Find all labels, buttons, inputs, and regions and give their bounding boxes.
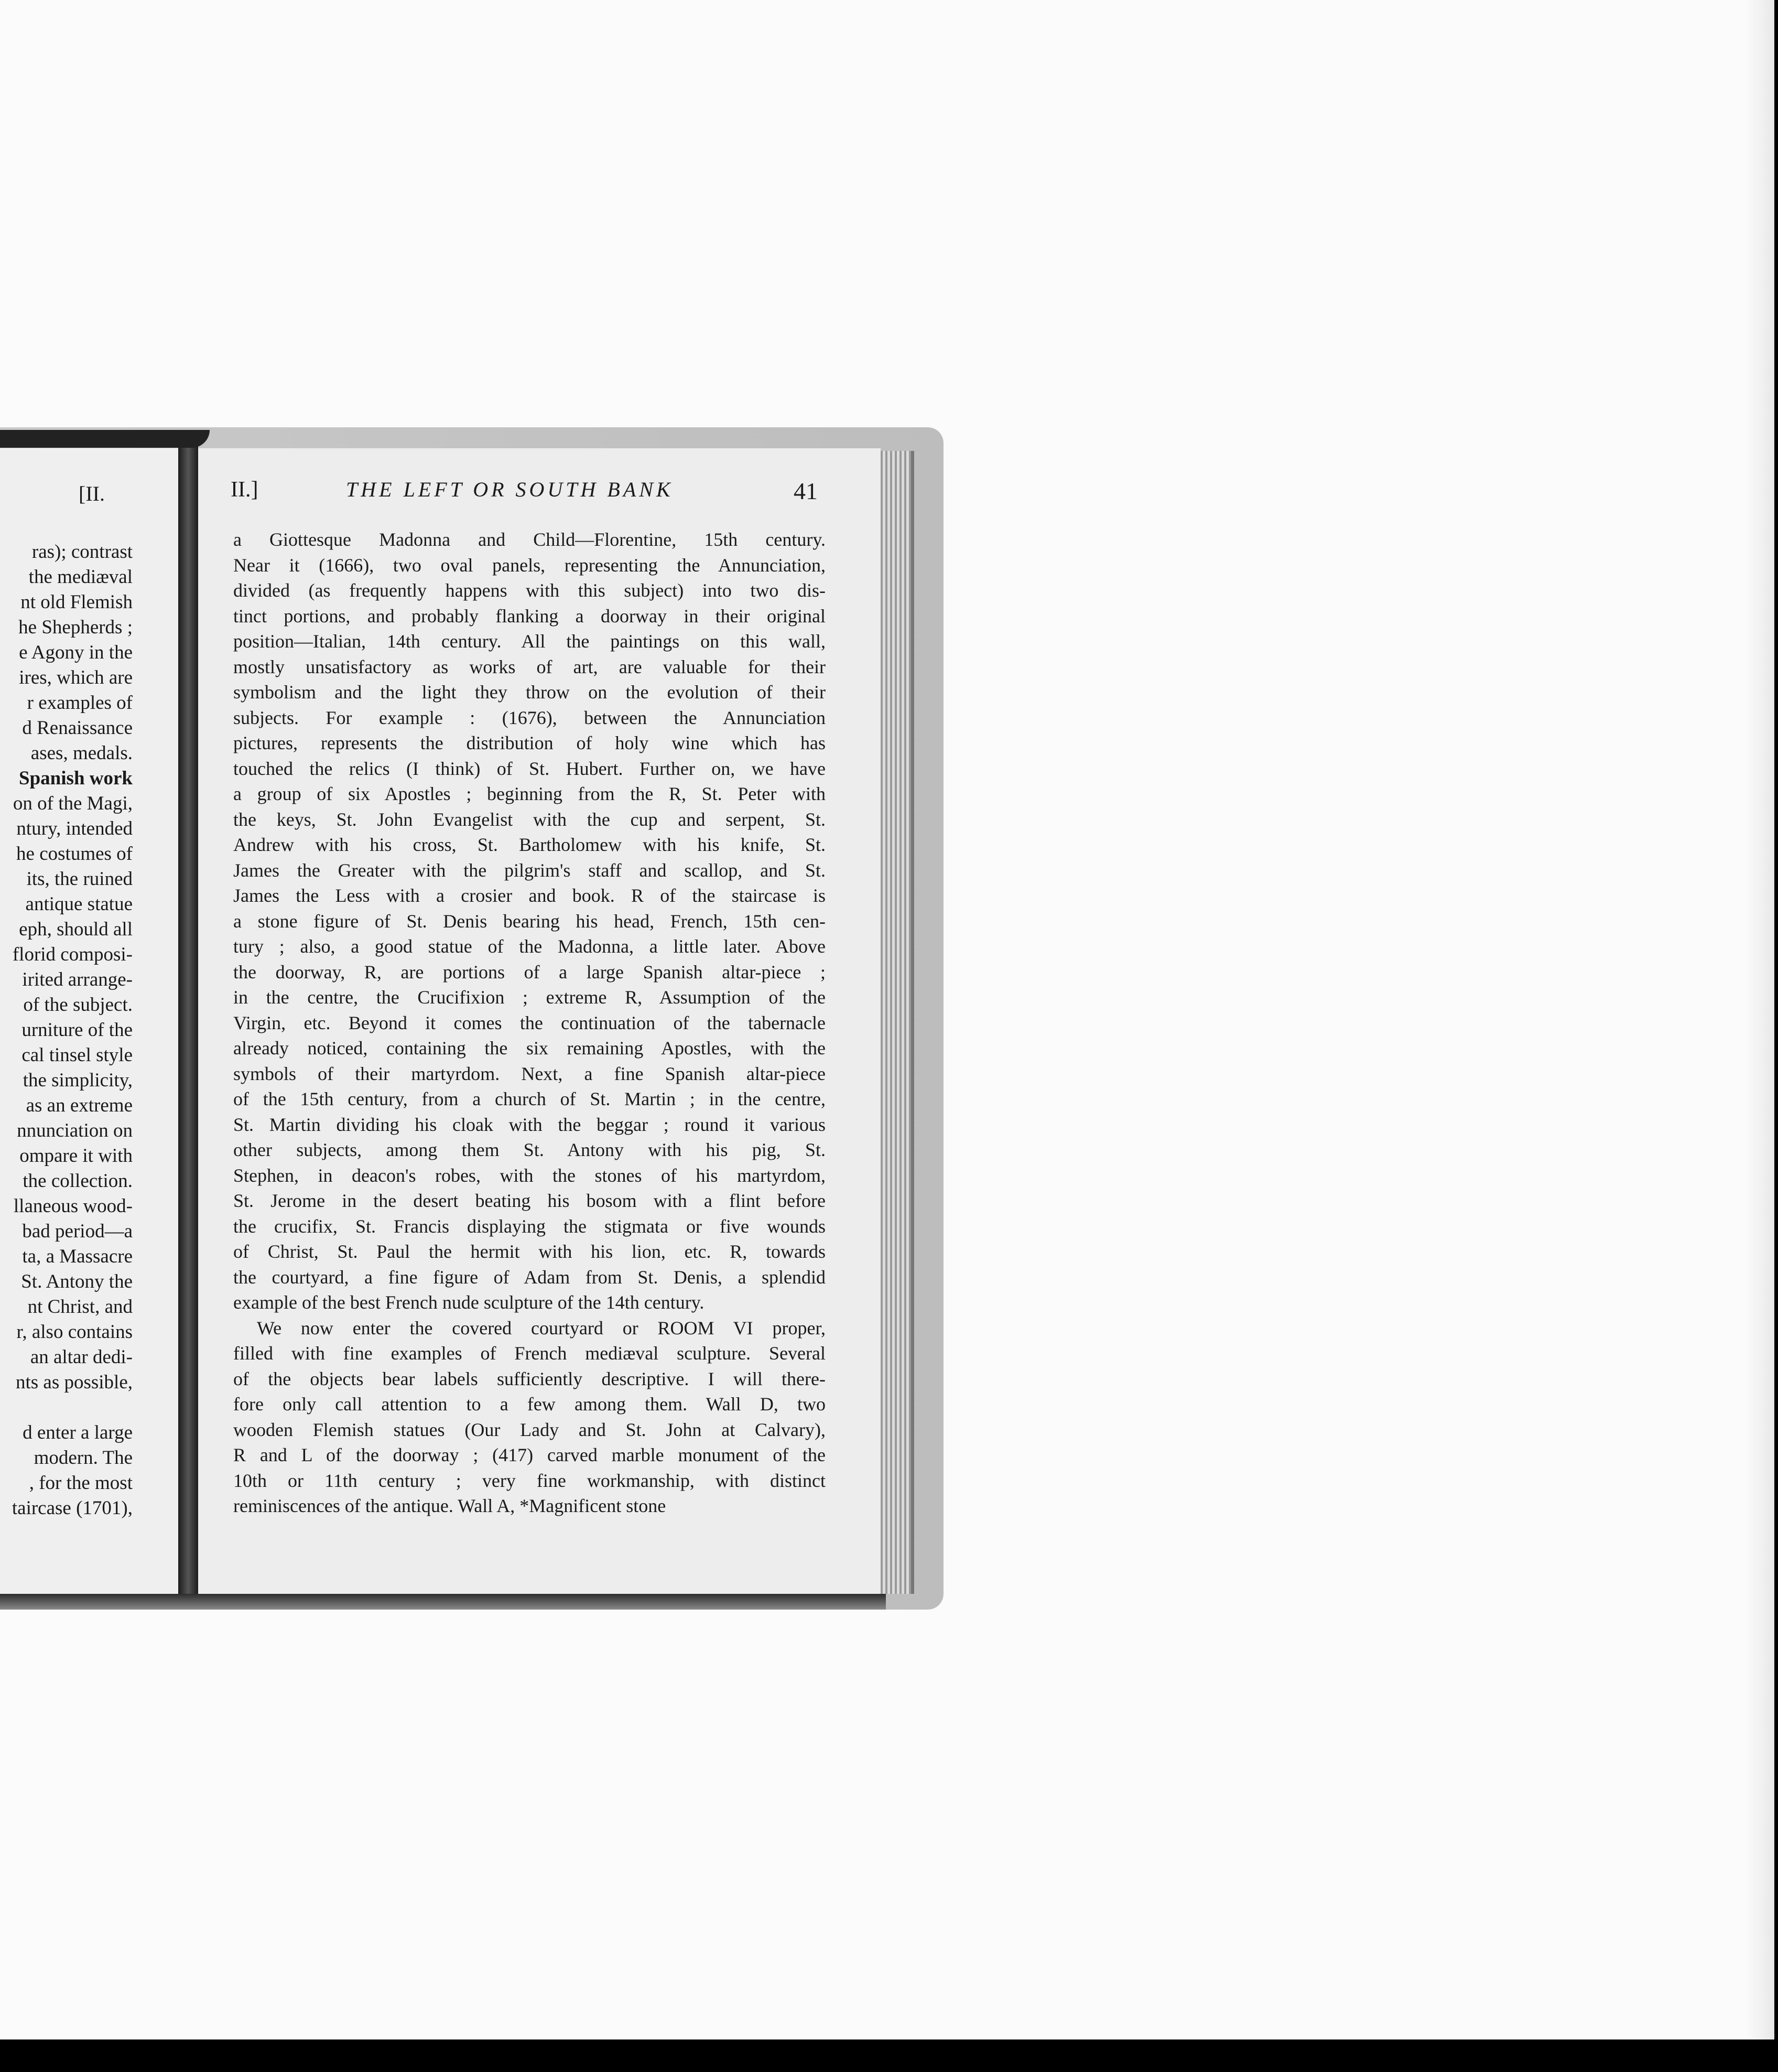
body-line: subjects. For example : (1676), between the Annunciation [233,707,826,728]
body-line: symbols of their martyrdom. Next, a fine Spanish altar-piece [233,1063,826,1084]
left-page-line: Spanish work [19,768,133,789]
body-line: the keys, St. John Evangelist with the cup and serpent, St. [233,808,826,830]
body-line: filled with fine examples of French mediæval sculpture. Several [233,1343,826,1364]
body-line: pictures, represents the distribution of holy wine which has [233,732,826,753]
left-page-line: r, also contains [16,1321,133,1343]
left-page-line: nts as possible, [15,1372,133,1393]
body-line: tury ; also, a good statue of the Madonna, a little later. Above [233,936,826,957]
body-line: Near it (1666), two oval panels, representing the Annunciation, [233,554,826,576]
body-line: example of the best French nude sculpture of the 14th century. [233,1292,704,1313]
body-line: symbolism and the light they throw on the evolution of their [233,682,826,703]
book-gutter [178,443,198,1602]
left-page-line: eph, should all [19,919,133,940]
left-page-line: St. Antony the [21,1271,133,1292]
left-page-line: urniture of the [21,1019,133,1041]
left-page-line: irited arrange- [22,969,133,990]
body-line: St. Martin dividing his cloak with the beggar ; round it various [233,1114,826,1135]
left-page-line: d enter a large [23,1422,133,1443]
bottom-binding [0,1594,886,1610]
page-body-text [233,527,826,1519]
body-line: wooden Flemish statues (Our Lady and St. John at Calvary), [233,1419,826,1440]
left-page-line: antique statue [25,893,133,915]
body-line: touched the relics (I think) of St. Hubert. Further on, we have [233,758,826,779]
body-line: reminiscences of the antique. Wall A, *Magnificent stone [233,1495,666,1516]
left-page-header: [II. [79,482,105,505]
page-number: 41 [794,478,818,504]
left-page-line: ompare it with [19,1145,133,1167]
left-page-line: the mediæval [28,566,133,588]
body-line: a Giottesque Madonna and Child—Florentine, 15th century. [233,529,826,550]
left-page-line: r examples of [27,692,133,714]
left-page-line: an altar dedi- [30,1346,133,1368]
chapter-number: II.] [231,478,258,502]
body-line: fore only call attention to a few among them. Wall D, two [233,1394,826,1415]
left-page-line: e Agony in the [19,642,133,663]
body-line: 10th or 11th century ; very fine workmanship, with distinct [233,1470,826,1491]
left-page-line: , for the most [29,1472,133,1494]
body-line: Stephen, in deacon's robes, with the stones of his martyrdom, [233,1164,826,1186]
left-page-line: ires, which are [19,667,133,688]
left-page-line: the collection. [23,1170,133,1192]
scan-edge [1746,0,1774,2039]
left-page-line: bad period—a [22,1221,133,1242]
left-page-line: ta, a Massacre [22,1246,133,1267]
body-line: Andrew with his cross, St. Bartholomew with his knife, St. [233,834,826,855]
left-page-line: as an extreme [26,1095,133,1116]
left-page-line: modern. The [34,1447,133,1469]
body-line: already noticed, containing the six remaining Apostles, with the [233,1038,826,1059]
body-line: of the 15th century, from a church of St. Martin ; in the centre, [233,1088,826,1109]
left-page-line: its, the ruined [26,868,133,890]
left-page-line: ases, medals. [30,742,133,764]
body-line: divided (as frequently happens with this subject) into two dis- [233,580,826,601]
body-line: other subjects, among them St. Antony with his pig, St. [233,1139,826,1160]
page-header [231,477,818,509]
body-line: position—Italian, 14th century. All the paintings on this wall, [233,631,826,652]
body-line: the courtyard, a fine figure of Adam from St. Denis, a splendid [233,1266,826,1288]
body-line: of the objects bear labels sufficiently descriptive. I will there- [233,1368,826,1389]
top-binding [0,430,210,448]
left-page-line: nnunciation on [17,1120,133,1141]
left-page [0,448,190,1599]
body-line: James the Less with a crosier and book. R of the staircase is [233,885,826,906]
left-page-line: of the subject. [23,994,133,1016]
body-line: James the Greater with the pilgrim's staff and scallop, and St. [233,859,826,881]
body-line: the doorway, R, are portions of a large Spanish altar-piece ; [233,961,826,983]
body-line: in the centre, the Crucifixion ; extreme R, Assumption of the [233,987,826,1008]
body-line: the crucifix, St. Francis displaying the stigmata or five wounds [233,1215,826,1237]
left-page-line: the simplicity, [23,1070,133,1091]
page-edges [881,451,914,1594]
left-page-line: nt old Flemish [20,591,133,613]
body-line: We now enter the covered courtyard or ROOM VI proper, [257,1317,826,1339]
left-page-line: cal tinsel style [21,1044,133,1066]
body-line: R and L of the doorway ; (417) carved marble monument of the [233,1444,826,1465]
body-line: Virgin, etc. Beyond it comes the continuation of the tabernacle [233,1012,826,1033]
left-page-line: taircase (1701), [12,1497,133,1519]
body-line: a stone figure of St. Denis bearing his head, French, 15th cen- [233,910,826,932]
left-page-line: llaneous wood- [13,1195,133,1217]
body-line: mostly unsatisfactory as works of art, are valuable for their [233,656,826,677]
left-page-line: d Renaissance [22,717,133,739]
body-line: a group of six Apostles ; beginning from the R, St. Peter with [233,783,826,804]
running-title: THE LEFT OR SOUTH BANK [346,478,674,501]
left-page-line: he costumes of [16,843,133,865]
left-page-line: on of the Magi, [13,793,133,814]
left-page-line [0,1396,133,1420]
body-line: St. Jerome in the desert beating his bosom with a flint before [233,1190,826,1211]
body-line: of Christ, St. Paul the hermit with his lion, etc. R, towards [233,1241,826,1262]
left-page-line: florid composi- [12,944,133,965]
left-page-line: ras); contrast [31,541,133,563]
body-line: tinct portions, and probably flanking a doorway in their original [233,605,826,627]
left-page-line: he Shepherds ; [18,617,133,638]
left-page-line: ntury, intended [16,818,133,839]
left-page-line: nt Christ, and [27,1296,133,1318]
